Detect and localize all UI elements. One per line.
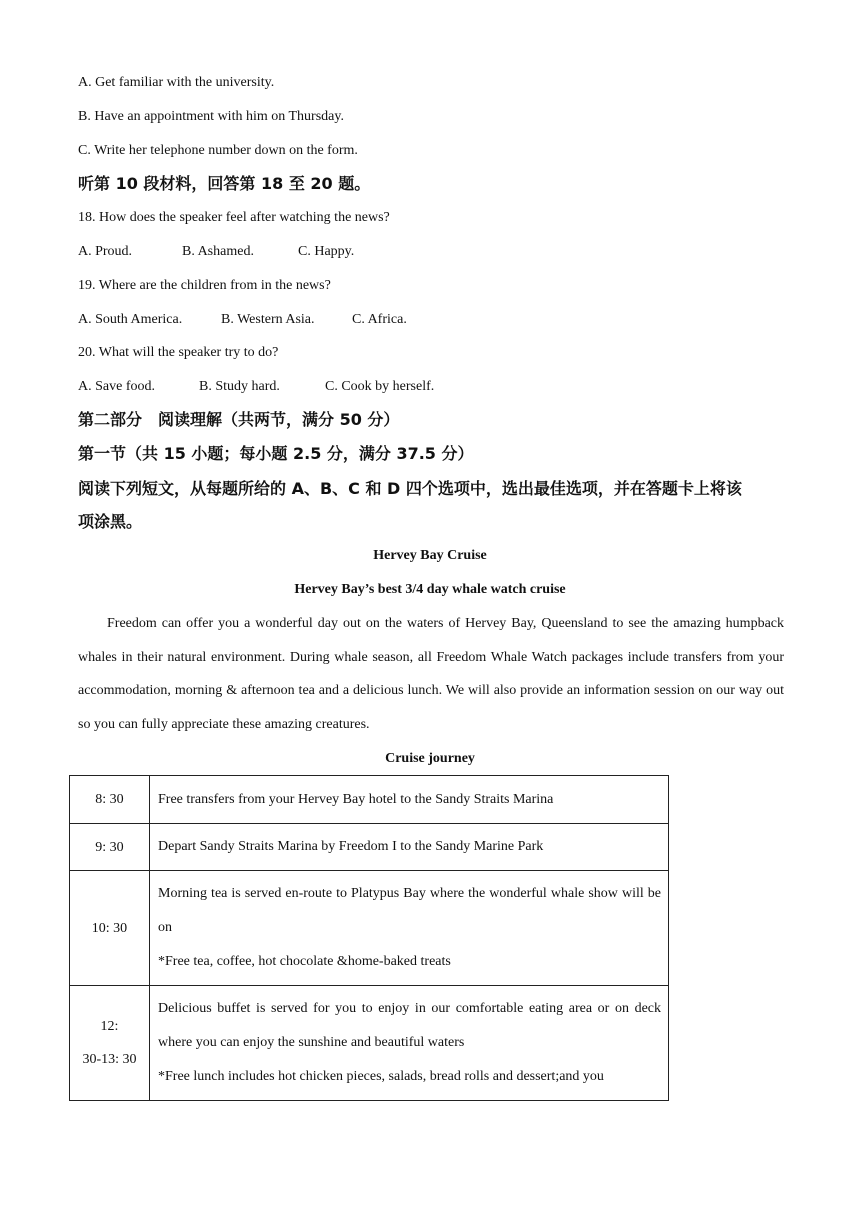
schedule-time: 10: 30 — [70, 871, 150, 986]
question-19-options — [78, 310, 407, 330]
table-row — [70, 986, 669, 1101]
option-17c: C. Write her telephone number down on the form. — [78, 143, 358, 158]
option-18b: B. Ashamed. — [182, 244, 254, 259]
question-20: 20. What will the speaker try to do? — [78, 345, 279, 360]
table-row — [70, 824, 669, 871]
option-18a: A. Proud. — [78, 244, 133, 259]
schedule-description: Delicious buffet is served for you to enjoy in our comfortable eating area or on deck where you can enjoy the sunshine and beautiful waters — [158, 1001, 661, 1050]
table-caption: Cruise journey — [385, 751, 475, 766]
table-row — [70, 871, 669, 986]
schedule-time: 9: 30 — [70, 824, 150, 871]
option-18c: C. Happy. — [298, 244, 355, 259]
passage-paragraph-text: Freedom can offer you a wonderful day out on the waters of Hervey Bay, Queensland to see the amazing humpback whales in their natural environment. During whale season, all Freedom Whale Watch packages include transfers from your accommodation, morning & afternoon tea and a delicious lunch. We will also provide an information session on our way out so you can fully appreciate these amazing creatures. — [78, 616, 784, 733]
schedule-note: *Free lunch includes hot chicken pieces, salads, bread rolls and dessert;and you — [158, 1069, 604, 1084]
option-17a: A. Get familiar with the university. — [78, 75, 275, 90]
passage-title: Hervey Bay Cruise — [373, 548, 487, 563]
part-2-heading: 第二部分 阅读理解（共两节，满分 50 分） — [78, 410, 400, 429]
instruction-line-1: 阅读下列短文，从每题所给的 A、B、C 和 D 四个选项中，选出最佳选项，并在答题卡上将该 — [78, 479, 742, 498]
schedule-time-line-1: 12: — [100, 1019, 119, 1034]
section-1-heading: 第一节（共 15 小题；每小题 2.5 分，满分 37.5 分） — [78, 444, 474, 463]
schedule-description: Morning tea is served en-route to Platypus Bay where the wonderful whale show will be on — [158, 886, 661, 935]
schedule-note: *Free tea, coffee, hot chocolate &home-baked treats — [158, 954, 451, 969]
cruise-journey-table — [69, 775, 669, 1101]
option-19c: C. Africa. — [352, 312, 407, 327]
question-18-options — [78, 242, 354, 262]
question-19: 19. Where are the children from in the news? — [78, 278, 331, 293]
question-18: 18. How does the speaker feel after watching the news? — [78, 210, 390, 225]
schedule-description: Free transfers from your Hervey Bay hotel to the Sandy Straits Marina — [150, 776, 669, 824]
option-20c: C. Cook by herself. — [325, 379, 435, 394]
option-19a: A. South America. — [78, 312, 183, 327]
option-20a: A. Save food. — [78, 379, 155, 394]
table-row — [70, 776, 669, 824]
passage-paragraph — [78, 607, 784, 742]
question-20-options — [78, 377, 434, 397]
schedule-time-cell — [70, 986, 150, 1101]
schedule-description-cell — [150, 871, 669, 986]
option-17b: B. Have an appointment with him on Thursday. — [78, 109, 344, 124]
schedule-description: Depart Sandy Straits Marina by Freedom I to the Sandy Marine Park — [150, 824, 669, 871]
option-19b: B. Western Asia. — [221, 312, 315, 327]
passage-subtitle: Hervey Bay’s best 3/4 day whale watch cruise — [294, 582, 566, 597]
schedule-time-line-2: 30-13: 30 — [82, 1052, 137, 1067]
schedule-time: 8: 30 — [70, 776, 150, 824]
section-10-heading: 听第 10 段材料，回答第 18 至 20 题。 — [78, 174, 371, 193]
instruction-line-2: 项涂黑。 — [78, 512, 143, 531]
schedule-description-cell — [150, 986, 669, 1101]
option-20b: B. Study hard. — [199, 379, 280, 394]
